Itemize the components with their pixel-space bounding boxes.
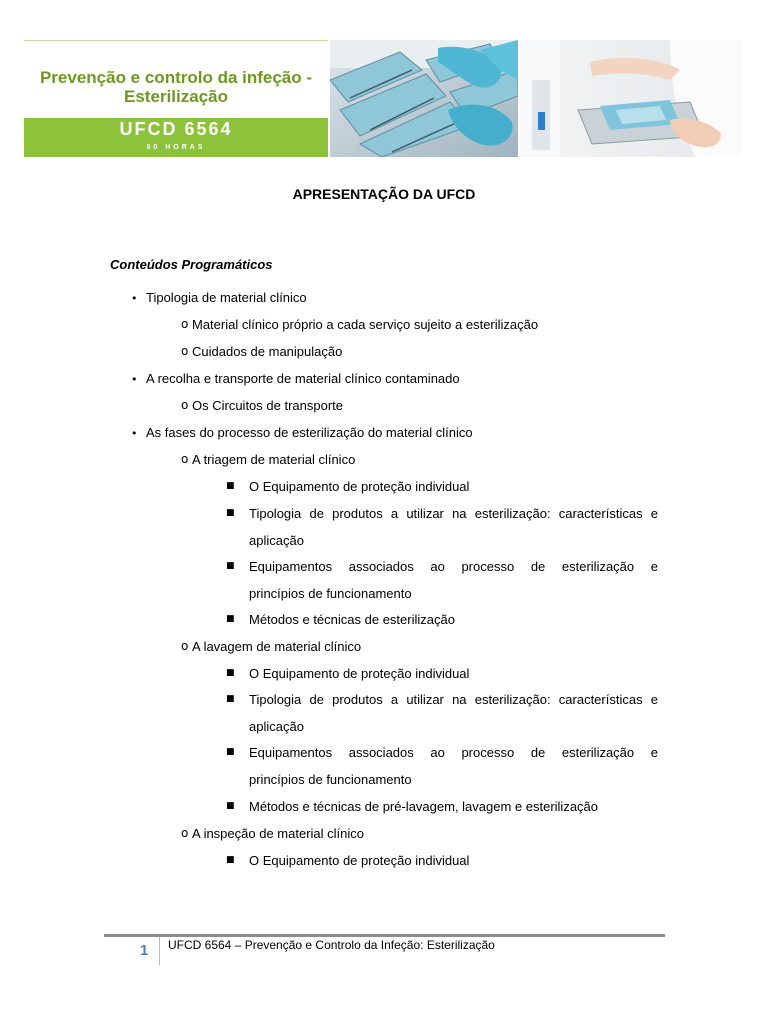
outline-item: Equipamentos associados ao processo de esterilização e	[249, 559, 658, 574]
circle-marker: o	[181, 344, 189, 358]
footer-separator	[159, 937, 160, 965]
outline-item: Métodos e técnicas de pré-lavagem, lavagem e esterilização	[249, 799, 599, 814]
square-marker: ■	[226, 508, 235, 518]
section-heading: APRESENTAÇÃO DA UFCD	[292, 186, 476, 202]
outline-item: O Equipamento de proteção individual	[249, 853, 470, 868]
outline-item: A inspeção de material clínico	[192, 826, 364, 841]
circle-marker: o	[181, 452, 189, 466]
banner-ufcd-box	[24, 118, 328, 157]
circle-marker: o	[181, 317, 189, 331]
circle-marker: o	[181, 398, 189, 412]
square-marker: ■	[226, 801, 235, 811]
outline-item: Tipologia de produtos a utilizar na esterilização: características e	[249, 692, 658, 707]
circle-marker: o	[181, 826, 189, 840]
footer-text: UFCD 6564 – Prevenção e Controlo da Infeção: Esterilização	[168, 938, 495, 952]
banner-title-line2: Esterilização	[124, 87, 228, 106]
square-marker: ■	[226, 668, 235, 678]
outline-item: Tipologia de produtos a utilizar na esterilização: características e	[249, 506, 658, 521]
outline-item-continuation: aplicação	[249, 719, 304, 734]
banner-hours: 50 HORAS	[146, 144, 206, 151]
outline-item: Métodos e técnicas de esterilização	[249, 612, 455, 627]
outline-item: Cuidados de manipulação	[192, 344, 343, 359]
outline-item-continuation: princípios de funcionamento	[249, 586, 412, 601]
banner-photo-pouches	[330, 40, 518, 157]
outline-item: A triagem de material clínico	[192, 452, 356, 467]
square-marker: ■	[226, 561, 235, 571]
bullet-marker: •	[131, 292, 138, 305]
outline-item: Equipamentos associados ao processo de esterilização e	[249, 745, 658, 760]
outline-item: Os Circuitos de transporte	[192, 398, 344, 413]
page-number: 1	[140, 942, 149, 959]
square-marker: ■	[226, 694, 235, 704]
square-marker: ■	[226, 481, 235, 491]
bullet-marker: •	[131, 373, 138, 386]
circle-marker: o	[181, 639, 189, 653]
outline-item: Material clínico próprio a cada serviço sujeito a esterilização	[192, 317, 539, 332]
banner-ufcd-code: UFCD 6564	[119, 119, 233, 139]
square-marker: ■	[226, 747, 235, 757]
contents-subtitle: Conteúdos Programáticos	[110, 257, 273, 272]
outline-item: As fases do processo de esterilização do material clínico	[146, 425, 473, 440]
outline-item: O Equipamento de proteção individual	[249, 479, 470, 494]
outline-item-continuation: princípios de funcionamento	[249, 772, 412, 787]
outline-item: Tipologia de material clínico	[146, 290, 307, 305]
square-marker: ■	[226, 855, 235, 865]
outline-item-continuation: aplicação	[249, 533, 304, 548]
footer-rule	[104, 934, 665, 937]
banner-title-line1: Prevenção e controlo da infeção -	[39, 68, 313, 87]
banner-top-rule	[24, 40, 328, 41]
outline-item: A recolha e transporte de material clínico contaminado	[146, 371, 460, 386]
banner-photo-tray	[520, 40, 742, 157]
square-marker: ■	[226, 614, 235, 624]
outline-item: A lavagem de material clínico	[192, 639, 362, 654]
bullet-marker: •	[131, 427, 138, 440]
banner-title	[24, 68, 328, 106]
outline-item: O Equipamento de proteção individual	[249, 666, 470, 681]
header-banner	[24, 40, 742, 157]
